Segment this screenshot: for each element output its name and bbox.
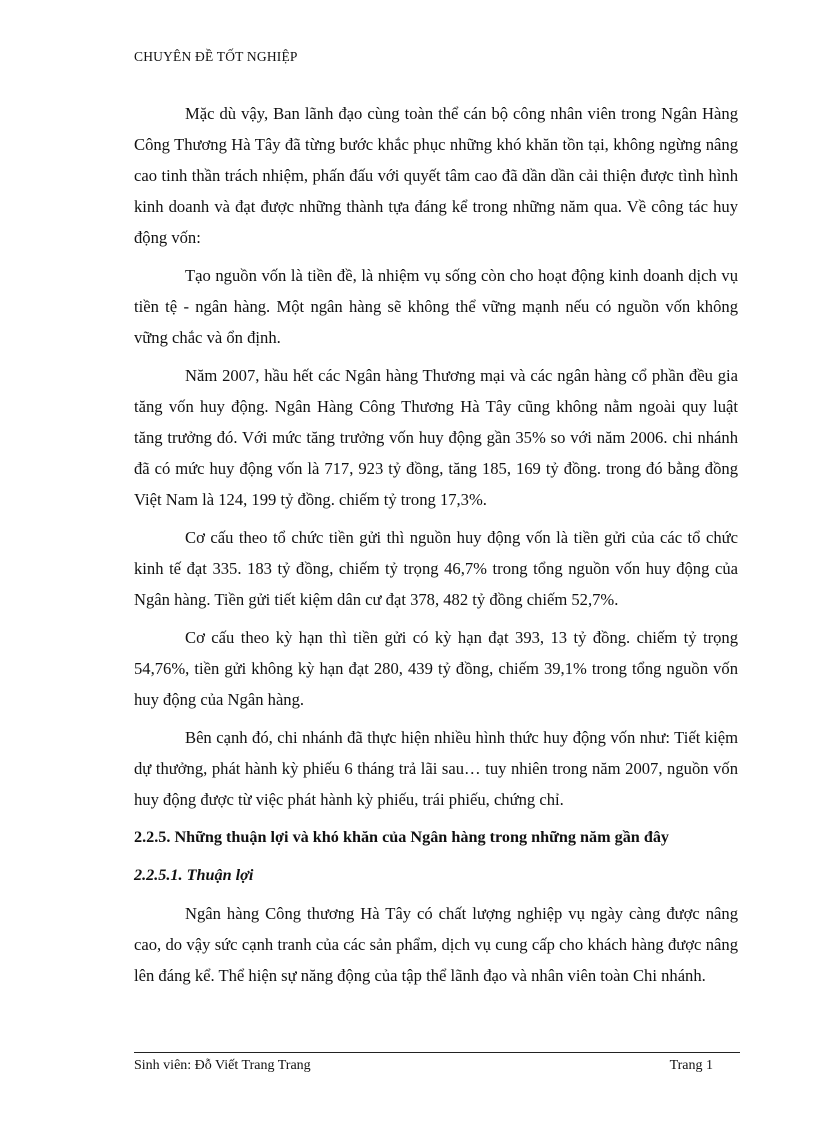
paragraph: Ngân hàng Công thương Hà Tây có chất lượng nghiệp vụ ngày càng được nâng cao, do vậy sức cạnh tranh của các sản phẩm, dịch vụ cung cấp cho khách hàng được nâng lên đáng kể. Thể hiện sự năng động của tập thể lãnh đạo và nhân viên toàn Chi nhánh.	[134, 904, 738, 985]
paragraph: Cơ cấu theo kỳ hạn thì tiền gửi có kỳ hạn đạt 393, 13 tỷ đồng. chiếm tỷ trọng 54,76%, tiền gửi không kỳ hạn đạt 280, 439 tỷ đồng, chiếm 39,1% trong tổng nguồn vốn huy động của Ngân hàng.	[134, 628, 738, 709]
document-body	[134, 98, 738, 998]
paragraph: Mặc dù vậy, Ban lãnh đạo cùng toàn thể cán bộ công nhân viên trong Ngân Hàng Công Thương Hà Tây đã từng bước khắc phục những khó khăn tồn tại, không ngừng nâng cao tinh thần trách nhiệm, phấn đấu với quyết tâm cao đã dần dần cải thiện được tình hình kinh doanh và đạt được những thành tựa đáng kể trong những năm qua. Về công tác huy động vốn:	[134, 104, 738, 247]
footer-student-name: Sinh viên: Đỗ Viết Trang Trang	[134, 1058, 311, 1073]
footer-divider	[134, 1052, 740, 1053]
footer-page-number: Trang 1	[669, 1058, 713, 1073]
section-heading: 2.2.5. Những thuận lợi và khó khăn của Ngân hàng trong những năm gần đây	[134, 828, 670, 846]
paragraph: Năm 2007, hầu hết các Ngân hàng Thương mại và các ngân hàng cổ phần đều gia tăng vốn huy động. Ngân Hàng Công Thương Hà Tây cũng không nằm ngoài quy luật tăng trưởng đó. Với mức tăng trưởng vốn huy động gần 35% so với năm 2006. chi nhánh đã có mức huy động vốn là 717, 923 tỷ đồng, tăng 185, 169 tỷ đồng. trong đó bằng đồng Việt Nam là 124, 199 tỷ đồng. chiếm tỷ trong 17,3%.	[134, 366, 738, 509]
subsection-heading: 2.2.5.1. Thuận lợi	[134, 866, 254, 884]
paragraph: Tạo nguồn vốn là tiền đề, là nhiệm vụ sống còn cho hoạt động kinh doanh dịch vụ tiền tệ - ngân hàng. Một ngân hàng sẽ không thể vững mạnh nếu có nguồn vốn không vững chắc và ổn định.	[134, 266, 738, 347]
paragraph: Bên cạnh đó, chi nhánh đã thực hiện nhiều hình thức huy động vốn như: Tiết kiệm dự thưởng, phát hành kỳ phiếu 6 tháng trả lãi sau… tuy nhiên trong năm 2007, nguồn vốn huy động được từ việc phát hành kỳ phiếu, trái phiếu, chứng chỉ.	[134, 728, 738, 809]
page-header-title: CHUYÊN ĐỀ TỐT NGHIỆP	[134, 49, 298, 64]
paragraph: Cơ cấu theo tổ chức tiền gửi thì nguồn huy động vốn là tiền gửi của các tổ chức kinh tế đạt 335. 183 tỷ đồng, chiếm tỷ trọng 46,7% trong tổng nguồn vốn huy động của Ngân hàng. Tiền gửi tiết kiệm dân cư đạt 378, 482 tỷ đồng chiếm 52,7%.	[134, 528, 738, 609]
